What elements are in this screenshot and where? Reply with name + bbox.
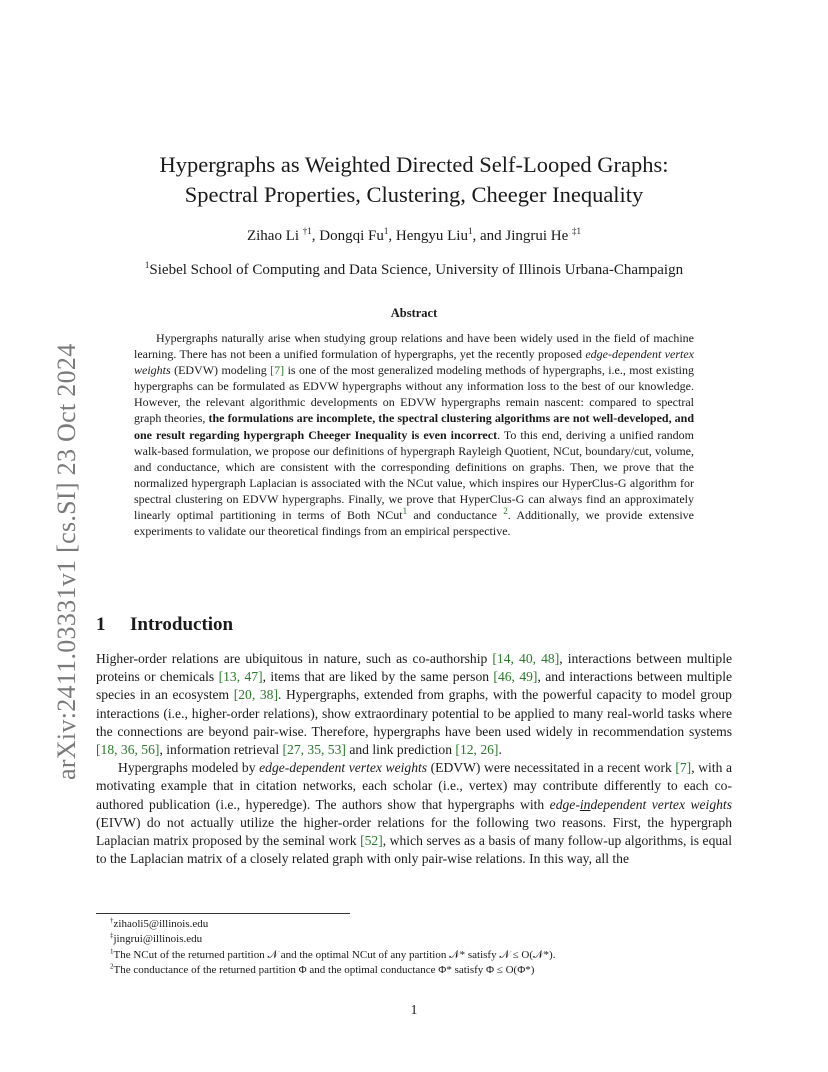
citation-link[interactable]: [13, 47] (218, 669, 263, 685)
section-title: Introduction (130, 614, 234, 635)
body-text: , with a motivating example that in citation networks, each scholar (i.e., vertex) may contribute differently to each co-authored publication (i.e., hyperedge). The authors show that hypergraphs with (96, 760, 732, 812)
footnote-ref[interactable]: 1 (402, 506, 408, 517)
footnote-1 (110, 917, 730, 932)
abstract-text: (EDVW) modeling (170, 363, 271, 378)
footnote-mark: † (110, 916, 114, 925)
footnote-text: The NCut of the returned partition 𝒩 and the optimal NCut of any partition 𝒩* satisfy 𝒩 ≤ O(𝒩*). (113, 948, 556, 961)
footnote-2 (110, 932, 730, 947)
paper-title (100, 150, 728, 210)
citation-link[interactable]: [7] (270, 363, 285, 378)
abstract-bold: the formulations are incomplete, the spectral clustering algorithms are not well-developed, and one result regarding hypergraph Cheeger Inequality is even incorrect (134, 411, 695, 442)
footnote-text: zihaoli5@illinois.edu (113, 918, 209, 930)
section-number: 1 (96, 614, 106, 635)
body-text: Higher-order relations are ubiquitous in nature, such as co-authorship (96, 651, 493, 666)
emphasis-text: edge- (549, 796, 580, 812)
citation-link[interactable]: [18, 36, 56] (96, 742, 160, 758)
body-text: , items that are liked by the same person (262, 669, 494, 685)
intro-paragraph-1 (96, 650, 732, 759)
footnote-ref[interactable]: 2 (503, 506, 508, 517)
footnote-mark: 2 (110, 962, 114, 971)
body-text: (EIVW) do not actually utilize the higher-order relations for the following two reasons. First, the hypergraph Laplacian matrix proposed by the seminal work (96, 814, 732, 849)
arxiv-identifier: arXiv:2411.03331v1 [cs.SI] 23 Oct 2024 (52, 343, 81, 780)
body-text: , information retrieval (159, 742, 283, 758)
intro-paragraph-2 (96, 759, 732, 868)
body-text: , which serves as a basis of many follow-up algorithms, is equal to the Laplacian matrix of a closely related graph with only pair-wise relations. In this way, all the (96, 833, 732, 867)
abstract-text: and conductance (407, 508, 504, 523)
author-list: Zihao Li $^{\dagger 1}$, Dongqi Fu$^1$, Hengyu Liu$^1$, and Jingrui He $^{\ddagger 1}$ (246, 226, 582, 244)
affiliation (100, 262, 728, 279)
citation-link[interactable]: [46, 49] (493, 669, 538, 685)
author-name: Dongqi Fu (319, 228, 384, 244)
body-text: (EDVW) were necessitated in a recent work (427, 760, 676, 776)
body-text: and link prediction (345, 742, 456, 758)
footnote-text: The conductance of the returned partition Φ and the optimal conductance Φ* satisfy Φ ≤ O(Φ*) (113, 964, 535, 977)
page-number: 1 (410, 1002, 418, 1017)
abstract-text: . Additionally, we provide extensive experiments to validate our theoretical findings from an empirical perspective. (134, 508, 694, 539)
intro-body (96, 650, 732, 868)
body-text: Hypergraphs modeled by (118, 760, 260, 776)
author-name: Hengyu Liu (395, 228, 468, 244)
body-text: . Hypergraphs, extended from graphs, with the powerful capacity to model group interactions (i.e., higher-order relations), show extraordinary potential to be applied to many real-world tasks where the connections are beyond pair-wise. Therefore, hypergraphs have been used widely in recommendation systems (96, 687, 732, 739)
footnote-text: jingrui@illinois.edu (113, 933, 203, 946)
citation-link[interactable]: [14, 40, 48] (492, 651, 560, 666)
abstract-emphasis: edge-dependent vertex weights (134, 347, 694, 378)
body-text: , and interactions between multiple species in an ecosystem (96, 669, 733, 703)
footnote-mark: 1 (110, 947, 114, 956)
title-line-1: Hypergraphs as Weighted Directed Self-Looped Graphs: (159, 152, 669, 177)
author-name: Jingrui He (505, 228, 569, 244)
body-text: . (498, 742, 502, 758)
citation-link[interactable]: [27, 35, 53] (282, 742, 346, 758)
abstract-text: Hypergraphs naturally arise when studying group relations and have been widely used in the field of machine learning. There has not been a unified formulation of hypergraphs, yet the recently proposed (134, 331, 694, 362)
affiliation-mark: 1 (144, 260, 150, 270)
emphasis-text: dependent vertex weights (590, 796, 732, 812)
footnote-rule (96, 913, 350, 914)
body-text: , interactions between multiple proteins or chemicals (96, 651, 733, 685)
section-heading (96, 614, 233, 636)
emphasis-text: edge-dependent vertex weights (259, 760, 428, 776)
abstract-text: . To this end, deriving a unified random walk-based formulation, we propose our definitions of hypergraph Rayleigh Quotient, NCut, boundary/cut, volume, and conductance, which are consistent with the corresponding definitions on graphs. Then, we prove that the normalized hypergraph Laplacian is associated with the NCut value, which inspires our HyperClus-G algorithm for spectral clustering on EDVW hypergraphs. Finally, we prove that HyperClus-G can always find an approximately linearly optimal partitioning in terms of Both NCut (134, 427, 694, 523)
footnote-3 (110, 948, 730, 963)
abstract-body (134, 330, 694, 539)
abstract-heading: Abstract (390, 306, 438, 320)
citation-link[interactable]: [12, 26] (455, 742, 499, 758)
underlined-emphasis: in (579, 796, 591, 812)
footnote-4 (110, 963, 730, 978)
affiliation-text: Siebel School of Computing and Data Science, University of Illinois Urbana-Champaign (149, 262, 684, 278)
author-mark: ‡1 (572, 226, 582, 236)
footnote-mark: ‡ (110, 931, 114, 940)
footnotes (110, 917, 730, 979)
author-mark: 1 (383, 226, 389, 236)
citation-link[interactable]: [7] (675, 760, 692, 776)
title-line-2: Spectral Properties, Clustering, Cheeger Inequality (184, 182, 644, 207)
author-mark: †1 (302, 226, 312, 236)
abstract-text: is one of the most generalized modeling methods of hypergraphs, i.e., most existing hypergraphs can be formulated as EDVW hypergraphs without any information loss to the best of our knowledge. However, the relevant algorithmic developments on EDVW hypergraphs remain nascent: compared to spectral graph theories, (134, 363, 695, 426)
author-name: Zihao Li (246, 228, 300, 244)
citation-link[interactable]: [52] (360, 833, 383, 849)
citation-link[interactable]: [20, 38] (233, 687, 278, 703)
author-mark: 1 (467, 226, 473, 236)
